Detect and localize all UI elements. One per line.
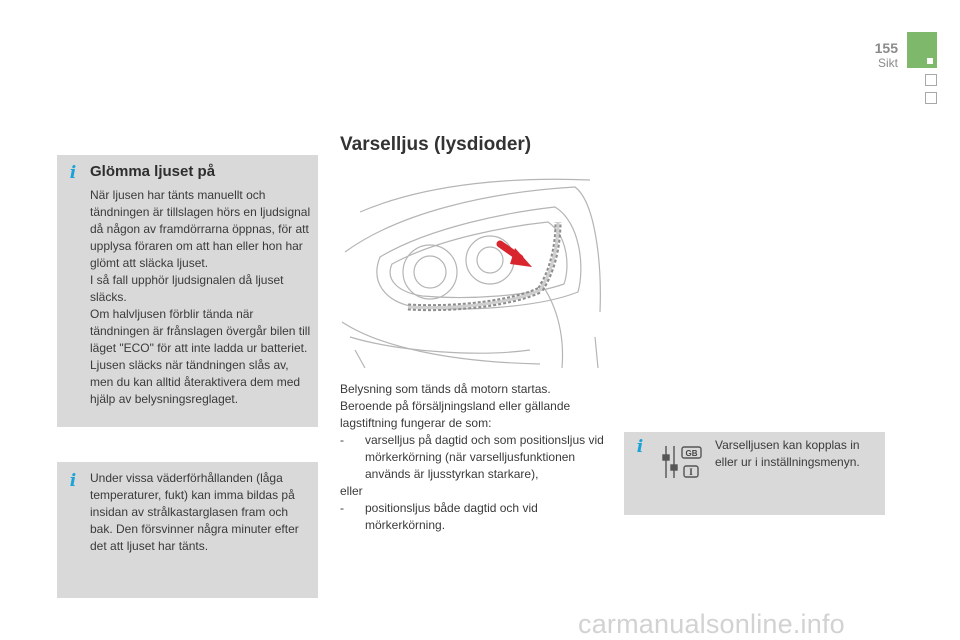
info-box-title: Glömma ljuset på [90, 163, 216, 180]
info-box-body: Varselljusen kan kopplas in eller ur i inställningsmenyn. [715, 438, 860, 469]
indicator-arrow [500, 244, 532, 267]
headlight-illustration [340, 172, 605, 370]
paragraph: Ljusen släcks när tändningen slås av, men du kan alltid återaktivera dem med hjälp av belysningsreglaget. [90, 358, 301, 406]
list-dash: - [340, 433, 344, 447]
info-box-body [90, 187, 312, 408]
list-dash: - [340, 501, 344, 515]
paragraph: I så fall upphör ljudsignalen då ljuset släcks. [90, 273, 284, 304]
info-icon: i [636, 437, 644, 457]
tab-marker-dot [927, 58, 933, 64]
paragraph: Om halvljusen förblir tända när tändningen är frånslagen övergår bilen till läget "ECO" för att inte ladda ur batteriet. [90, 307, 311, 355]
main-body [340, 381, 610, 534]
section-heading: Varselljus (lysdioder) [340, 134, 532, 155]
list-item-text: varselljus på dagtid och som positionsljus vid mörkerkörning (när varselljusfunktionen används är ljusstyrkan starkare), [365, 433, 604, 481]
section-name: Sikt [877, 56, 898, 70]
gb-label: GB [685, 449, 698, 458]
paragraph: När ljusen har tänts manuellt och tändningen är tillslagen hörs en ljudsignal då någon av framdörrarna öppnas, för att upplysa föraren om att han eller hon har glömt att släcka ljuset. [90, 188, 311, 270]
i-label: I [689, 467, 693, 477]
watermark: carmanualsonline.info [578, 609, 845, 639]
section-tab-box [925, 92, 937, 104]
list-item [340, 500, 610, 534]
info-box-body: Under vissa väderförhållanden (låga temperaturer, fukt) kan imma bildas på insidan av strålkastarglasen fram och bak. Den försvinner några minuter efter det att ljuset har tänts. [90, 471, 299, 553]
section-tab-marker [907, 32, 937, 68]
info-icon: i [69, 163, 77, 183]
info-icon: i [69, 471, 77, 491]
list-item [340, 432, 610, 483]
paragraph: eller [340, 484, 363, 498]
paragraph: Belysning som tänds då motorn startas. [340, 382, 551, 396]
page-number: 155 [874, 40, 898, 56]
section-tab-box [925, 74, 937, 86]
settings-sliders-icon [661, 444, 705, 480]
paragraph: Beroende på försäljningsland eller gällande lagstiftning fungerar de som: [340, 399, 571, 430]
list-item-text: positionsljus både dagtid och vid mörkerkörning. [365, 501, 538, 532]
